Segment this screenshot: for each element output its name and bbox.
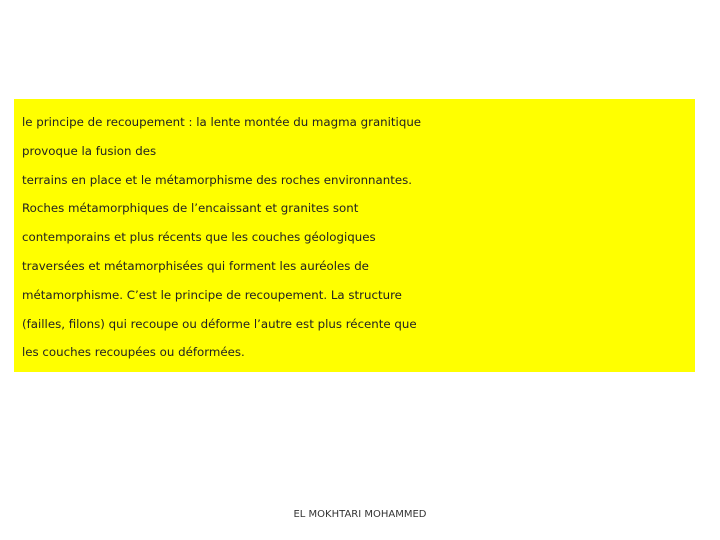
text-line: (failles, filons) qui recoupe ou déforme l’autre est plus récente que [22, 316, 417, 331]
text-line: métamorphisme. C’est le principe de recoupement. La structure [22, 287, 402, 302]
text-line: terrains en place et le métamorphisme des roches environnantes. [22, 172, 413, 187]
text-line: traversées et métamorphisées qui forment les auréoles de [22, 258, 369, 273]
text-line: le principe de recoupement : la lente montée du magma granitique [22, 115, 422, 129]
text-line: Roches métamorphiques de l’encaissant et granites sont [22, 201, 359, 216]
text-line: contemporains et plus récents que les couches géologiques [22, 230, 376, 245]
text-line: provoque la fusion des [22, 143, 157, 158]
text-line: les couches recoupées ou déformées. [22, 345, 245, 360]
footer-author: EL MOKHTARI MOHAMMED [293, 509, 427, 520]
highlighted-text-box [14, 99, 695, 372]
